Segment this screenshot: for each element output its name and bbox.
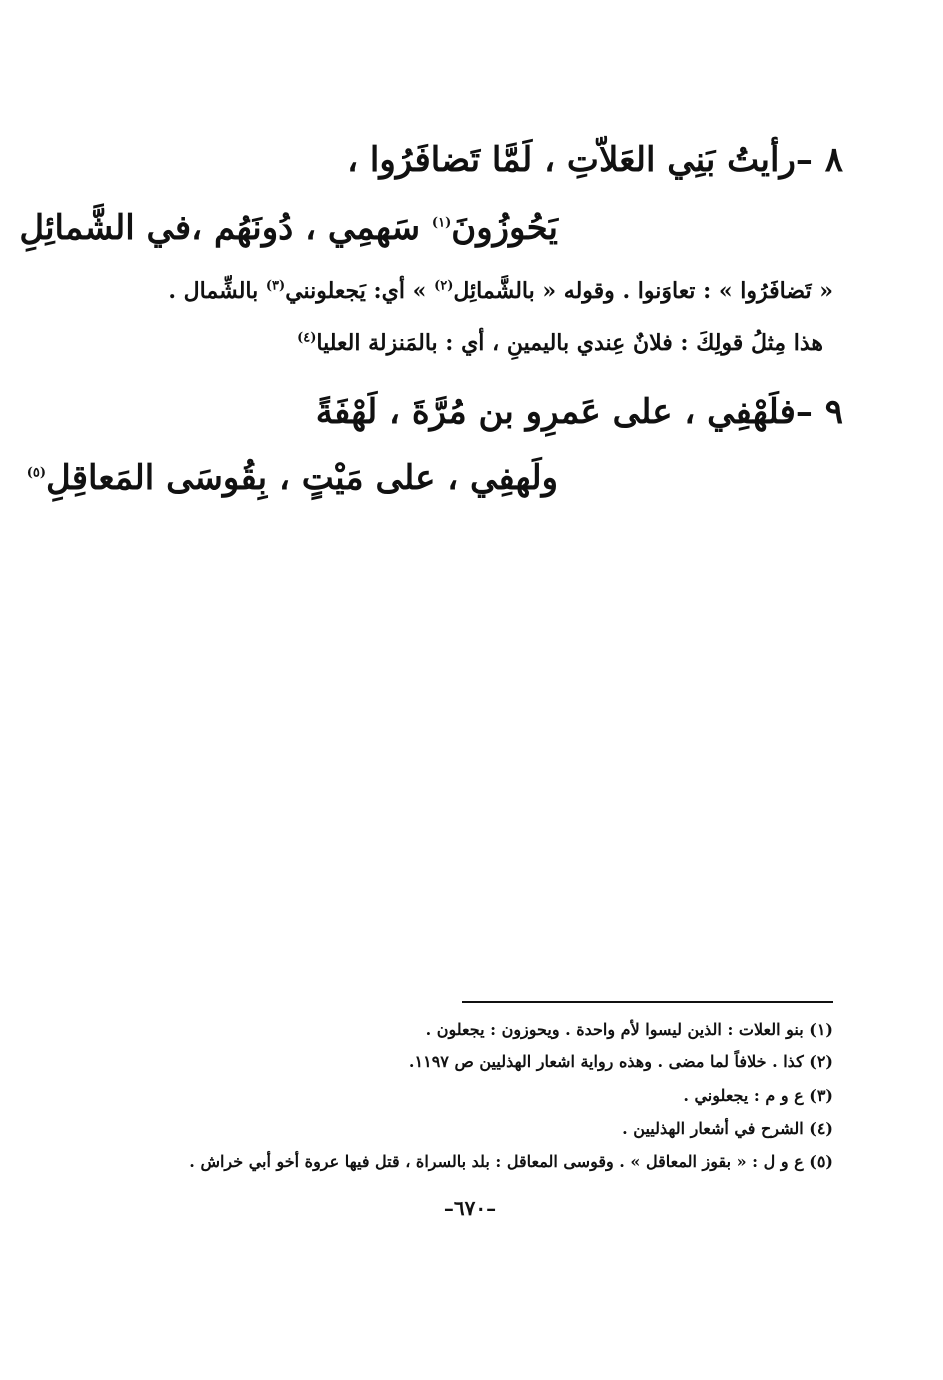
verse-8-line-1 [347, 140, 843, 180]
commentary-line-1 [168, 278, 833, 304]
footnote-ref-2[interactable]: (٢) [434, 278, 454, 294]
verse-9-line-1-text: ٩ –فلَهْفِي ، على عَمرِو بن مُرَّةَ ، لَهْفَةً [315, 392, 843, 432]
page-number: –٦٧٠– [443, 1196, 497, 1220]
footnote-ref-1[interactable]: (١) [431, 215, 452, 231]
verse-8-line-2 [19, 208, 558, 248]
footnote-ref-5[interactable]: (٥) [26, 465, 47, 481]
commentary-line-2-text: هذا مِثلُ قولِكَ : فلانٌ عِندي باليمينِ ، أي : بالمَنزلة العليا [316, 330, 823, 356]
verse-9-line-1 [316, 392, 843, 432]
footnote-ref-4[interactable]: (٤) [297, 330, 317, 346]
footnote-5: (٥) ع و ل : « بقوز المعاقل » . وقوسى المعاقل : بلد بالسراة ، قتل فيها عروة أخو أبي خراش . [189, 1152, 833, 1171]
footnote-4: (٤) الشرح في أشعار الهذليين . [622, 1119, 833, 1138]
footnote-1: (١) بنو العلات : الذين ليسوا لأم واحدة . ويحوزون : يجعلون . [425, 1020, 833, 1039]
footnote-3: (٣) ع و م : يجعلوني . [683, 1086, 833, 1105]
verse-9-line-2-text: ولَهفِي ، على مَيْتٍ ، بِقُوسَى المَعاقِلِ [46, 458, 558, 498]
footnote-ref-3[interactable]: (٣) [265, 278, 286, 294]
verse-8-line-2-word: يَحُوزُونَ [451, 208, 558, 248]
commentary-line-2 [297, 330, 823, 356]
verse-8-line-2-rest: سَهمِي ، دُونَهُم ،في الشَّمائِلِ [19, 208, 432, 248]
footnote-2: (٢) كذا . خلافاً لما مضى . وهذه رواية اشعار الهذليين ص ١١٩٧. [408, 1052, 833, 1071]
commentary-line-1-part-c: بالشِّمال . [168, 278, 266, 304]
commentary-line-1-part-b: » أي: يَجعلونني [285, 278, 435, 304]
verse-8-line-1-text: ٨ –رأيتُ بَنِي العَلاّتِ ، لَمَّا تَضافَرُوا ، [347, 140, 843, 180]
commentary-line-1-part-a: « تَضافَرُوا » : تعاوَنوا . وقوله « بالشَّمائِل [453, 278, 833, 304]
verse-9-line-2 [27, 458, 558, 498]
footnote-separator [462, 1001, 833, 1003]
